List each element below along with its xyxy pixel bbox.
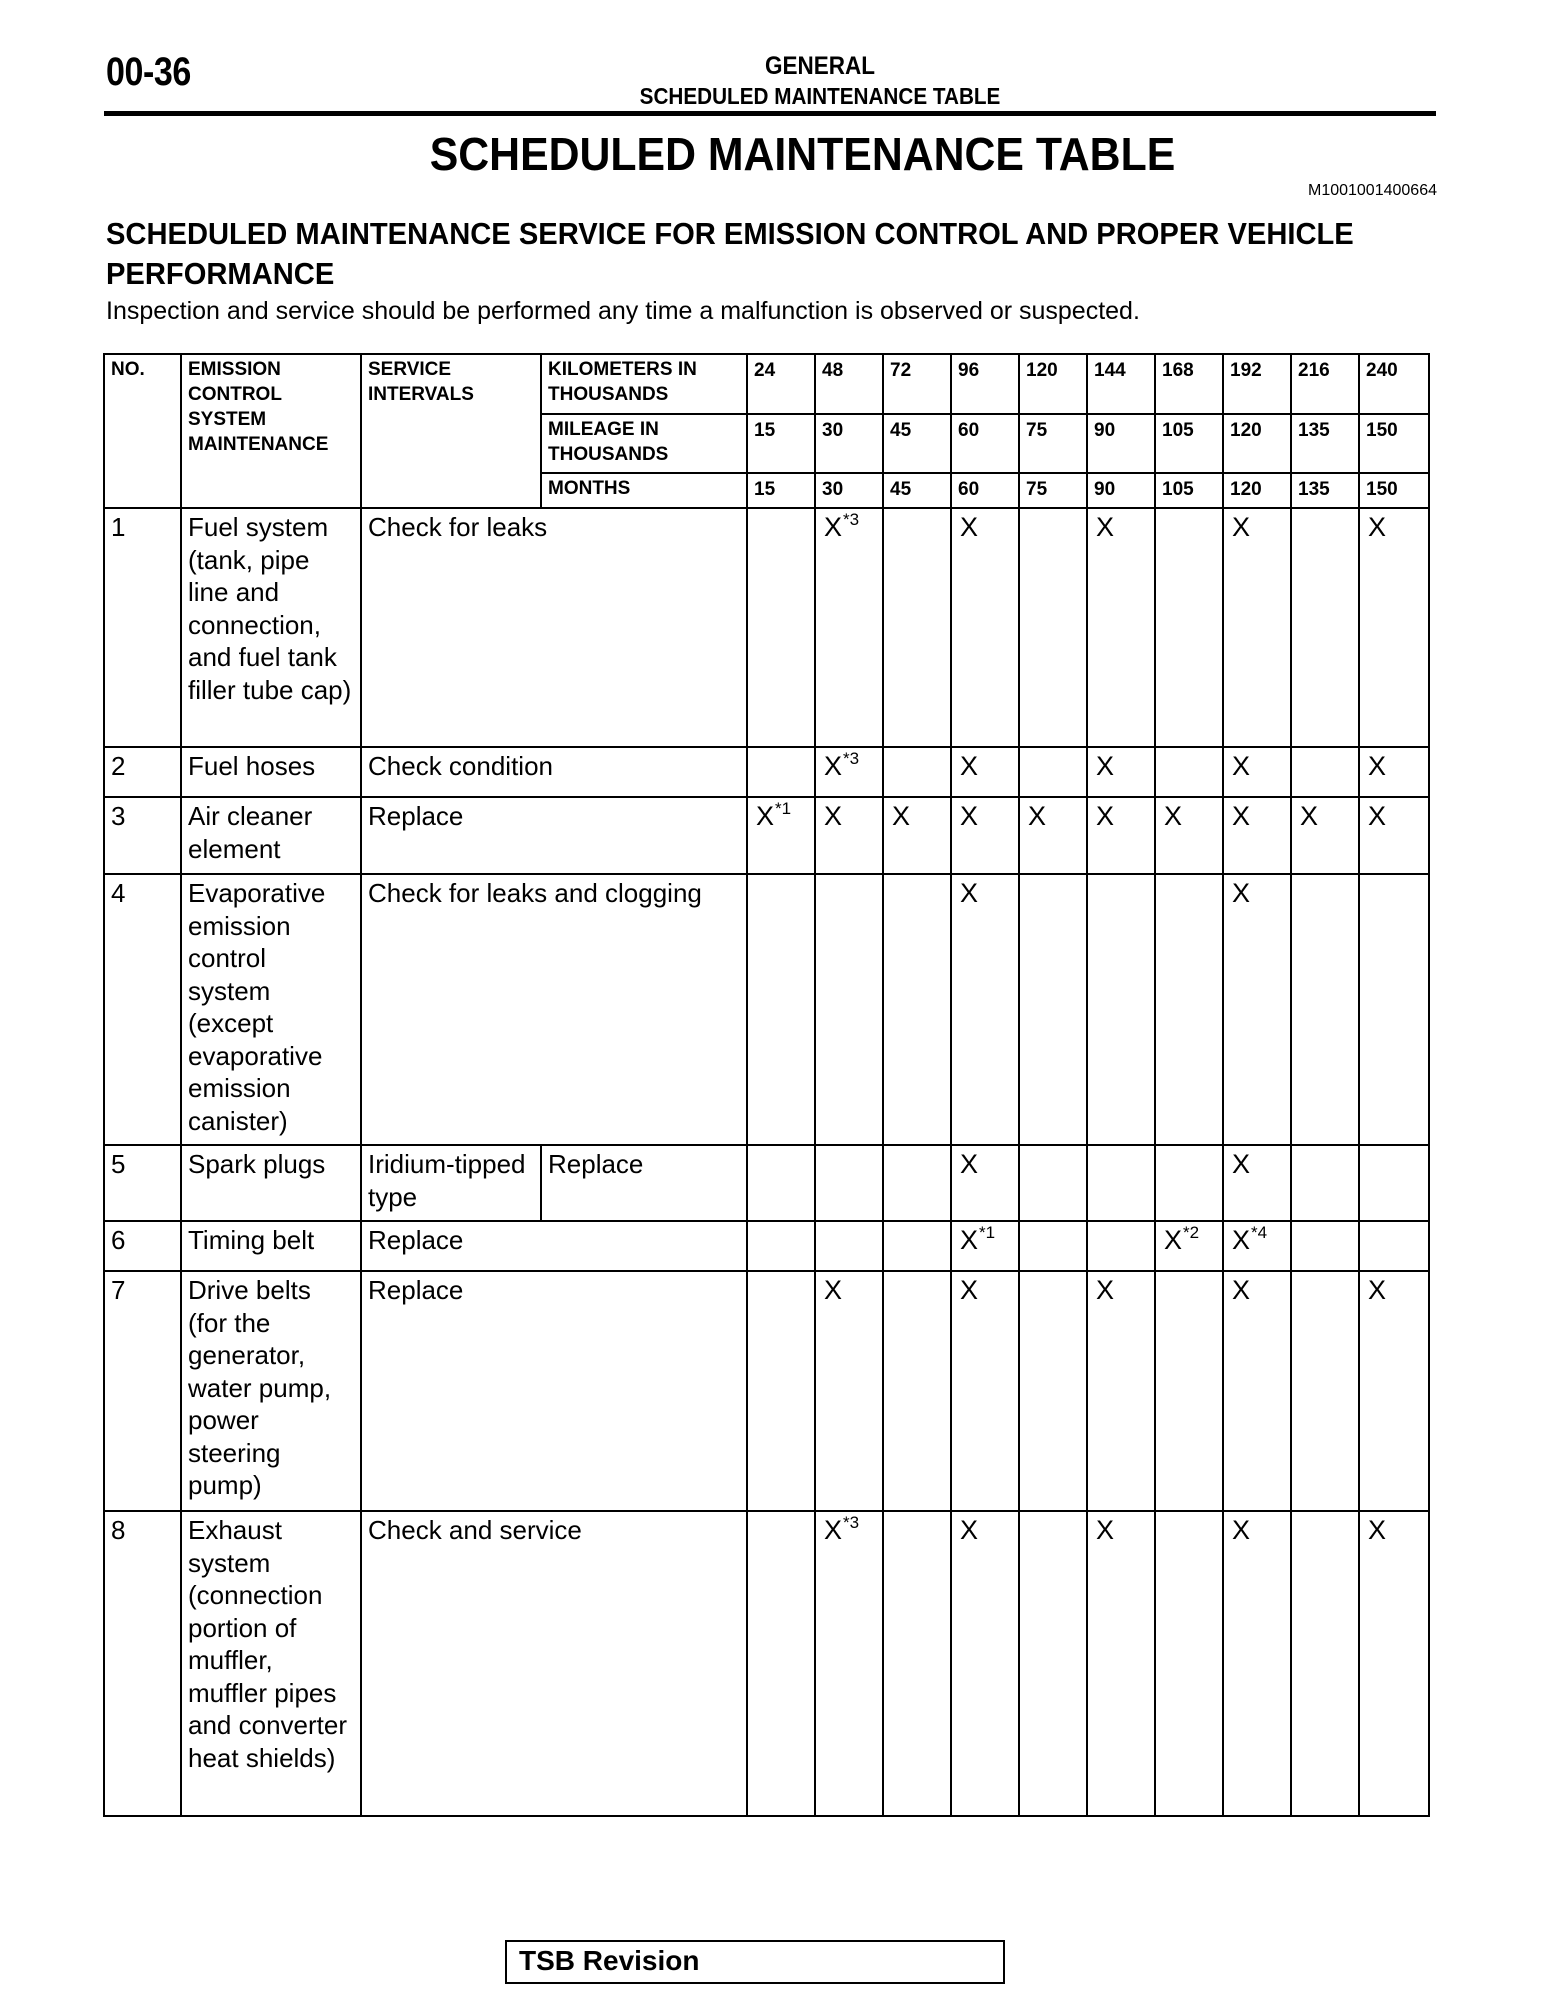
- interval-mark-cell: [1359, 1271, 1429, 1511]
- header-km-label: KILOMETERS IN THOUSANDS: [541, 354, 747, 414]
- interval-mark-cell: [815, 1221, 883, 1271]
- km-cell: 144: [1087, 354, 1155, 414]
- interval-mark-cell: [951, 874, 1019, 1145]
- interval-mark-cell: [1019, 1271, 1087, 1511]
- interval-mark-cell: [883, 747, 951, 797]
- interval-mark-cell: [1291, 1271, 1359, 1511]
- interval-mark-cell: [1155, 1271, 1223, 1511]
- interval-mark-cell: [951, 797, 1019, 874]
- x-mark: X: [1164, 1225, 1183, 1255]
- km-cell: 168: [1155, 354, 1223, 414]
- mileage-cell: 60: [951, 414, 1019, 473]
- row-service: Replace: [541, 1145, 747, 1221]
- interval-mark-cell: [1359, 1221, 1429, 1271]
- interval-mark-cell: [1155, 1221, 1223, 1271]
- footnote-ref: *2: [1183, 1223, 1200, 1242]
- row-item: Evaporative emission control system (except evaporative emission canister): [181, 874, 361, 1145]
- interval-mark-cell: [1223, 508, 1291, 747]
- x-mark: X: [960, 512, 979, 542]
- interval-mark-cell: [747, 1511, 815, 1816]
- interval-mark-cell: [1223, 1221, 1291, 1271]
- interval-mark-cell: [951, 1271, 1019, 1511]
- page-title: SCHEDULED MAINTENANCE TABLE: [429, 128, 1176, 180]
- row-service: Check condition: [361, 747, 747, 797]
- interval-mark-cell: [1155, 874, 1223, 1145]
- interval-mark-cell: [747, 508, 815, 747]
- x-mark: X: [824, 751, 843, 781]
- interval-mark-cell: [1291, 747, 1359, 797]
- mileage-cell: 105: [1155, 414, 1223, 473]
- km-cell: 192: [1223, 354, 1291, 414]
- months-cell: 60: [951, 473, 1019, 508]
- x-mark: X: [960, 801, 979, 831]
- interval-mark-cell: [1291, 1221, 1359, 1271]
- interval-mark-cell: [1087, 508, 1155, 747]
- row-number: 6: [104, 1221, 181, 1271]
- interval-mark-cell: [883, 1145, 951, 1221]
- interval-mark-cell: [747, 1221, 815, 1271]
- page-number: 00-36: [106, 50, 191, 94]
- row-number: 3: [104, 797, 181, 874]
- interval-mark-cell: [1087, 1271, 1155, 1511]
- interval-mark-cell: [815, 747, 883, 797]
- x-mark: X: [1368, 801, 1387, 831]
- interval-mark-cell: [1019, 1511, 1087, 1816]
- interval-mark-cell: [747, 1271, 815, 1511]
- x-mark: X: [1368, 1275, 1387, 1305]
- row-item: Fuel hoses: [181, 747, 361, 797]
- row-item: Air cleaner element: [181, 797, 361, 874]
- footnote-ref: *4: [1251, 1223, 1268, 1242]
- table-row: [104, 874, 1429, 1145]
- mileage-cell: 120: [1223, 414, 1291, 473]
- interval-mark-cell: [747, 1145, 815, 1221]
- interval-mark-cell: [1223, 797, 1291, 874]
- interval-mark-cell: [1019, 874, 1087, 1145]
- row-service: Check for leaks: [361, 508, 747, 747]
- interval-mark-cell: [1223, 747, 1291, 797]
- section-title: SCHEDULED MAINTENANCE SERVICE FOR EMISSION CONTROL AND PROPER VEHICLE PERFORMANCE: [106, 216, 1354, 291]
- interval-mark-cell: [1359, 874, 1429, 1145]
- header-no: NO.: [104, 354, 181, 508]
- header-section: GENERAL: [764, 52, 875, 80]
- months-cell: 75: [1019, 473, 1087, 508]
- interval-mark-cell: [1359, 1511, 1429, 1816]
- interval-mark-cell: [883, 1511, 951, 1816]
- months-cell: 105: [1155, 473, 1223, 508]
- interval-mark-cell: [815, 508, 883, 747]
- interval-mark-cell: [883, 1221, 951, 1271]
- interval-mark-cell: [747, 874, 815, 1145]
- x-mark: X: [1096, 1515, 1115, 1545]
- interval-mark-cell: [883, 1271, 951, 1511]
- x-mark: X: [1232, 512, 1251, 542]
- interval-mark-cell: [1087, 1145, 1155, 1221]
- interval-mark-cell: [883, 508, 951, 747]
- interval-mark-cell: [1291, 508, 1359, 747]
- x-mark: X: [1300, 801, 1319, 831]
- x-mark: X: [1232, 1225, 1251, 1255]
- row-item: Drive belts (for the generator, water pump, power steering pump): [181, 1271, 361, 1511]
- interval-mark-cell: [815, 1511, 883, 1816]
- interval-mark-cell: [747, 747, 815, 797]
- mileage-cell: 150: [1359, 414, 1429, 473]
- months-cell: 45: [883, 473, 951, 508]
- x-mark: X: [1164, 801, 1183, 831]
- row-service: Check for leaks and clogging: [361, 874, 747, 1145]
- x-mark: X: [1232, 751, 1251, 781]
- interval-mark-cell: [951, 1145, 1019, 1221]
- table-row: [104, 747, 1429, 797]
- interval-mark-cell: [1359, 1145, 1429, 1221]
- footnote-ref: *1: [979, 1223, 996, 1242]
- x-mark: X: [960, 751, 979, 781]
- tsb-revision-box: TSB Revision: [505, 1940, 1005, 1984]
- interval-mark-cell: [815, 1145, 883, 1221]
- table-row: [104, 508, 1429, 747]
- x-mark: X: [1232, 1149, 1251, 1179]
- mileage-cell: 15: [747, 414, 815, 473]
- months-cell: 30: [815, 473, 883, 508]
- row-number: 8: [104, 1511, 181, 1816]
- x-mark: X: [1232, 1515, 1251, 1545]
- mileage-cell: 135: [1291, 414, 1359, 473]
- x-mark: X: [824, 1275, 843, 1305]
- interval-mark-cell: [815, 797, 883, 874]
- header-months-label: MONTHS: [541, 473, 747, 508]
- km-cell: 48: [815, 354, 883, 414]
- row-number: 1: [104, 508, 181, 747]
- x-mark: X: [960, 1515, 979, 1545]
- row-item: Fuel system (tank, pipe line and connection, and fuel tank filler tube cap): [181, 508, 361, 747]
- interval-mark-cell: [1087, 797, 1155, 874]
- row-item: Spark plugs: [181, 1145, 361, 1221]
- mileage-cell: 75: [1019, 414, 1087, 473]
- km-cell: 240: [1359, 354, 1429, 414]
- interval-mark-cell: [1019, 797, 1087, 874]
- footnote-ref: *1: [775, 799, 792, 818]
- table-row: [104, 1145, 1429, 1221]
- interval-mark-cell: [883, 797, 951, 874]
- row-number: 7: [104, 1271, 181, 1511]
- row-item: Timing belt: [181, 1221, 361, 1271]
- interval-mark-cell: [1223, 874, 1291, 1145]
- interval-mark-cell: [1019, 747, 1087, 797]
- interval-mark-cell: [951, 1511, 1019, 1816]
- row-number: 5: [104, 1145, 181, 1221]
- x-mark: X: [1096, 751, 1115, 781]
- x-mark: X: [1368, 751, 1387, 781]
- row-service: Replace: [361, 1271, 747, 1511]
- interval-mark-cell: [1291, 1145, 1359, 1221]
- months-cell: 135: [1291, 473, 1359, 508]
- row-number: 4: [104, 874, 181, 1145]
- row-item: Exhaust system (connection portion of muffler, muffler pipes and converter heat shields): [181, 1511, 361, 1816]
- x-mark: X: [756, 801, 775, 831]
- row-number: 2: [104, 747, 181, 797]
- x-mark: X: [1028, 801, 1047, 831]
- x-mark: X: [960, 1225, 979, 1255]
- mileage-cell: 90: [1087, 414, 1155, 473]
- interval-mark-cell: [951, 508, 1019, 747]
- interval-mark-cell: [1155, 508, 1223, 747]
- row-service: Check and service: [361, 1511, 747, 1816]
- header-mileage-label: MILEAGE IN THOUSANDS: [541, 414, 747, 473]
- x-mark: X: [1096, 801, 1115, 831]
- km-cell: 72: [883, 354, 951, 414]
- x-mark: X: [960, 1149, 979, 1179]
- interval-mark-cell: [951, 747, 1019, 797]
- footnote-ref: *3: [843, 749, 860, 768]
- months-cell: 150: [1359, 473, 1429, 508]
- km-cell: 120: [1019, 354, 1087, 414]
- months-cell: 15: [747, 473, 815, 508]
- interval-mark-cell: [1019, 1145, 1087, 1221]
- x-mark: X: [1232, 878, 1251, 908]
- document-id: M1001001400664: [1307, 182, 1437, 199]
- interval-mark-cell: [1155, 1145, 1223, 1221]
- interval-mark-cell: [815, 874, 883, 1145]
- row-service: Replace: [361, 1221, 747, 1271]
- interval-mark-cell: [1155, 797, 1223, 874]
- x-mark: X: [1096, 512, 1115, 542]
- x-mark: X: [960, 878, 979, 908]
- x-mark: X: [892, 801, 911, 831]
- header-item: EMISSION CONTROL SYSTEM MAINTENANCE: [181, 354, 361, 508]
- header-subsection: SCHEDULED MAINTENANCE TABLE: [639, 83, 1001, 109]
- row-service: Replace: [361, 797, 747, 874]
- x-mark: X: [1232, 801, 1251, 831]
- months-cell: 90: [1087, 473, 1155, 508]
- x-mark: X: [1368, 1515, 1387, 1545]
- interval-mark-cell: [1019, 508, 1087, 747]
- header-row-km: [104, 354, 1429, 414]
- interval-mark-cell: [1087, 1511, 1155, 1816]
- interval-mark-cell: [1291, 874, 1359, 1145]
- interval-mark-cell: [1223, 1271, 1291, 1511]
- interval-mark-cell: [883, 874, 951, 1145]
- header-service: SERVICE INTERVALS: [361, 354, 541, 508]
- interval-mark-cell: [1359, 797, 1429, 874]
- mileage-cell: 45: [883, 414, 951, 473]
- interval-mark-cell: [1087, 1221, 1155, 1271]
- interval-mark-cell: [1359, 747, 1429, 797]
- section-note: Inspection and service should be performed any time a malfunction is observed or suspected.: [106, 297, 1140, 325]
- interval-mark-cell: [1087, 747, 1155, 797]
- table-row: [104, 1511, 1429, 1816]
- km-cell: 216: [1291, 354, 1359, 414]
- interval-mark-cell: [1087, 874, 1155, 1145]
- interval-mark-cell: [1019, 1221, 1087, 1271]
- interval-mark-cell: [1291, 797, 1359, 874]
- interval-mark-cell: [1223, 1145, 1291, 1221]
- table-row: [104, 797, 1429, 874]
- row-service-type: Iridium-tipped type: [361, 1145, 541, 1221]
- maintenance-table: [103, 353, 1430, 1817]
- km-cell: 24: [747, 354, 815, 414]
- x-mark: X: [824, 801, 843, 831]
- interval-mark-cell: [1155, 747, 1223, 797]
- x-mark: X: [960, 1275, 979, 1305]
- interval-mark-cell: [1155, 1511, 1223, 1816]
- header-divider: [104, 111, 1436, 116]
- months-cell: 120: [1223, 473, 1291, 508]
- x-mark: X: [824, 512, 843, 542]
- interval-mark-cell: [815, 1271, 883, 1511]
- interval-mark-cell: [1291, 1511, 1359, 1816]
- footnote-ref: *3: [843, 510, 860, 529]
- interval-mark-cell: [1223, 1511, 1291, 1816]
- km-cell: 96: [951, 354, 1019, 414]
- interval-mark-cell: [951, 1221, 1019, 1271]
- x-mark: X: [1232, 1275, 1251, 1305]
- mileage-cell: 30: [815, 414, 883, 473]
- x-mark: X: [824, 1515, 843, 1545]
- table-row: [104, 1271, 1429, 1511]
- table-row: [104, 1221, 1429, 1271]
- x-mark: X: [1096, 1275, 1115, 1305]
- footnote-ref: *3: [843, 1513, 860, 1532]
- interval-mark-cell: [747, 797, 815, 874]
- x-mark: X: [1368, 512, 1387, 542]
- interval-mark-cell: [1359, 508, 1429, 747]
